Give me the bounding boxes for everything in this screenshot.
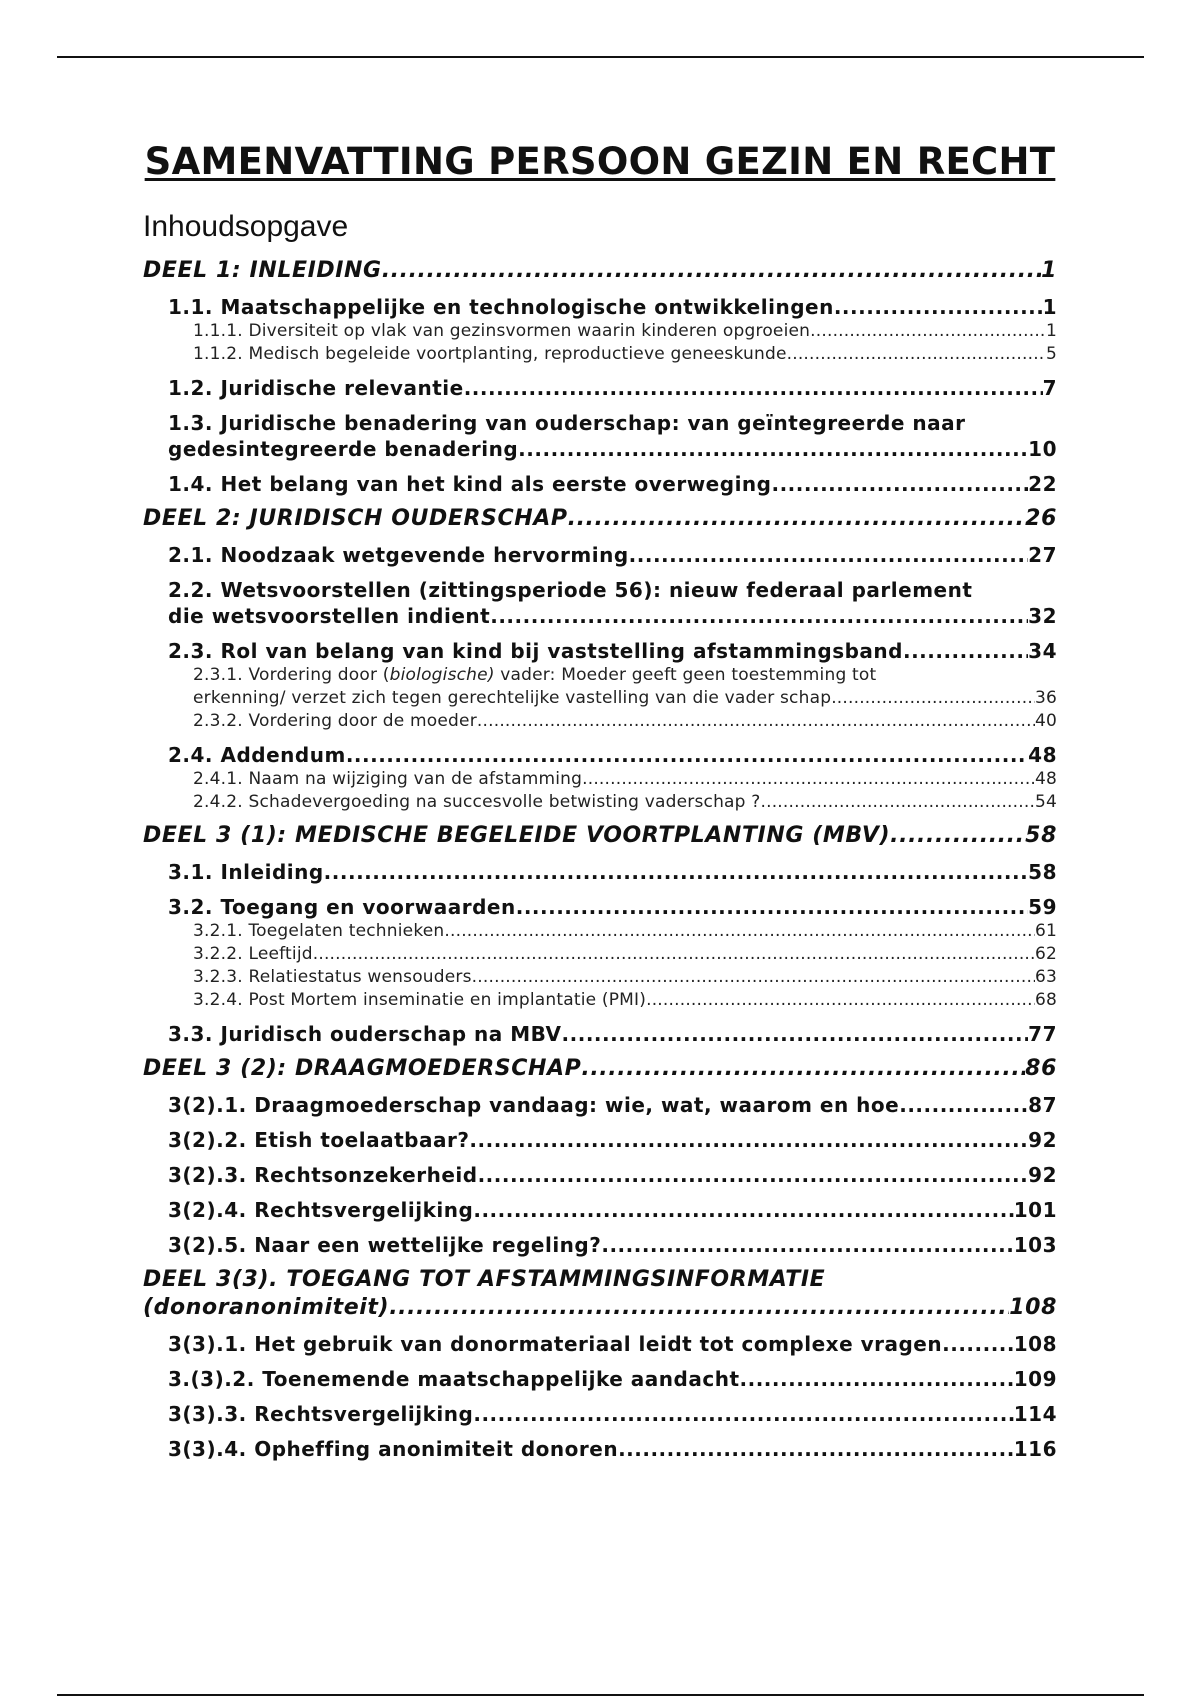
- dot-leader: [516, 894, 1028, 920]
- toc-page-number: 103: [1013, 1233, 1057, 1257]
- document-title: SAMENVATTING PERSOON GEZIN EN RECHT: [144, 140, 1056, 183]
- toc-entry-1-2[interactable]: [168, 375, 1057, 401]
- toc-entry-text: 3.(3).2. Toenemende maatschappelijke aandacht: [168, 1367, 740, 1391]
- toc-entry-text: 2.4.1. Naam na wijziging van de afstamming: [193, 769, 583, 789]
- toc-page-number: 1: [1045, 321, 1057, 341]
- toc-entry-3-2-3-rechtsonzekerheid[interactable]: [168, 1162, 1057, 1188]
- dot-leader: [646, 989, 1035, 1012]
- toc-entry-text: 1.1.1. Diversiteit op vlak van gezinsvormen waarin kinderen opgroeien.: [193, 321, 816, 341]
- toc-entry-2-1[interactable]: [168, 542, 1057, 568]
- toc-entry-deel-2[interactable]: [143, 505, 1057, 533]
- dot-leader: [324, 859, 1028, 885]
- dot-leader: [478, 1162, 1029, 1188]
- toc-entry-3-3-1-donormateriaal[interactable]: [168, 1331, 1057, 1357]
- dot-leader: [472, 966, 1035, 989]
- dot-leader: [771, 471, 1028, 497]
- toc-entry-text-italic: biologische): [389, 665, 495, 685]
- toc-entry-text: DEEL 2: JURIDISCH OUDERSCHAP: [143, 506, 568, 531]
- toc-entry-text: 3(2).3. Rechtsonzekerheid: [168, 1163, 478, 1187]
- dot-leader: [787, 343, 1046, 366]
- toc-entry-text: 2.3.2. Vordering door de moeder: [193, 711, 477, 731]
- toc-entry-deel-3-1[interactable]: [143, 822, 1057, 850]
- toc-entry-text: 3.3. Juridisch ouderschap na MBV: [168, 1022, 562, 1046]
- dot-leader: [582, 768, 1035, 791]
- toc-page-number: 27: [1028, 543, 1057, 567]
- toc-entry-text-cont: erkenning/ verzet zich tegen gerechtelijke vastelling van die vader schap: [193, 688, 832, 708]
- toc-entry-text-cont: die wetsvoorstellen indient: [168, 604, 491, 628]
- toc-page-number: 36: [1034, 688, 1057, 708]
- toc-page-number: 34: [1028, 639, 1057, 663]
- toc-page-number: 1: [1041, 258, 1057, 283]
- toc-entry-text: 3.2.2. Leeftijd: [193, 944, 313, 964]
- dot-leader: [568, 505, 1026, 533]
- toc-entry-3-2-5-regeling[interactable]: [168, 1232, 1057, 1258]
- dot-leader: [382, 257, 1041, 285]
- toc-page-number: 92: [1028, 1163, 1057, 1187]
- toc-entry-2-4-1[interactable]: [193, 768, 1057, 791]
- toc-entry-2-2[interactable]: [168, 577, 1057, 629]
- toc-entry-deel-1[interactable]: [143, 257, 1057, 285]
- toc-entry-text: 1.1.2. Medisch begeleide voortplanting, reproductieve geneeskunde: [193, 344, 787, 364]
- toc-entry-text: 2.4.2. Schadevergoeding na succesvolle betwisting vaderschap ?: [193, 792, 761, 812]
- dot-leader: [581, 1055, 1025, 1083]
- toc-entry-3-3-3-rechtsvergelijking[interactable]: [168, 1401, 1057, 1427]
- dot-leader: [834, 294, 1043, 320]
- toc-page-number: 58: [1025, 823, 1057, 848]
- toc-page-number: 68: [1034, 990, 1057, 1010]
- toc-entry-2-3[interactable]: [168, 638, 1057, 664]
- toc-entry-3-2-4-rechtsvergelijking[interactable]: [168, 1197, 1057, 1223]
- toc-entry-3-1[interactable]: [168, 859, 1057, 885]
- dot-leader: [464, 375, 1043, 401]
- dot-leader: [313, 943, 1035, 966]
- toc-heading: Inhoudsopgave: [143, 210, 349, 243]
- toc-entry-3-2-2[interactable]: [193, 943, 1057, 966]
- toc-entry-text-cont: (donoranonimiteit): [143, 1295, 390, 1320]
- toc-page-number: 58: [1028, 860, 1057, 884]
- toc-entry-3-2-4[interactable]: [193, 989, 1057, 1012]
- header-rule: [57, 56, 1144, 58]
- toc-page-number: 87: [1028, 1093, 1057, 1117]
- table-of-contents: [143, 257, 1057, 1462]
- toc-entry-text: 3.2. Toegang en voorwaarden: [168, 895, 516, 919]
- toc-entry-1-1[interactable]: [168, 294, 1057, 320]
- toc-entry-3-3-2-aandacht[interactable]: [168, 1366, 1057, 1392]
- toc-entry-text: 3(3).1. Het gebruik van donormateriaal leidt tot complexe vragen.: [168, 1332, 951, 1356]
- toc-page-number: 108: [1013, 1332, 1057, 1356]
- toc-entry-3-2-3[interactable]: [193, 966, 1057, 989]
- toc-entry-2-3-2[interactable]: [193, 710, 1057, 733]
- toc-entry-text: 3(3).4. Opheffing anonimiteit donoren: [168, 1437, 619, 1461]
- toc-entry-text: 2.4. Addendum: [168, 743, 346, 767]
- dot-leader: [760, 791, 1034, 814]
- toc-page-number: 114: [1013, 1402, 1057, 1426]
- toc-entry-1-4[interactable]: [168, 471, 1057, 497]
- toc-entry-text: DEEL 1: INLEIDING: [143, 258, 382, 283]
- dot-leader: [629, 542, 1029, 568]
- dot-leader: [899, 1092, 1028, 1118]
- dot-leader: [469, 1127, 1028, 1153]
- toc-entry-text: 1.2. Juridische relevantie: [168, 376, 464, 400]
- dot-leader: [518, 436, 1028, 462]
- footer-rule: [57, 1694, 1144, 1696]
- toc-page-number: 62: [1034, 944, 1057, 964]
- toc-page-number: 101: [1013, 1198, 1057, 1222]
- dot-leader: [473, 1197, 1013, 1223]
- toc-entry-3-3[interactable]: [168, 1021, 1057, 1047]
- toc-entry-text: 1.4. Het belang van het kind als eerste overweging: [168, 472, 772, 496]
- toc-entry-text: 2.1. Noodzaak wetgevende hervorming: [168, 543, 629, 567]
- toc-page-number: 48: [1028, 743, 1057, 767]
- toc-entry-1-1-1[interactable]: [193, 320, 1057, 343]
- dot-leader: [950, 1331, 1014, 1357]
- dot-leader: [831, 687, 1035, 710]
- toc-entry-3-2-2-etisch[interactable]: [168, 1127, 1057, 1153]
- toc-entry-text: 3(2).5. Naar een wettelijke regeling?: [168, 1233, 602, 1257]
- toc-entry-2-4-2[interactable]: [193, 791, 1057, 814]
- toc-page-number: 48: [1034, 769, 1057, 789]
- toc-page-number: 10: [1028, 437, 1057, 461]
- toc-entry-text: DEEL 3 (1): MEDISCHE BEGELEIDE VOORTPLANTING (MBV): [143, 823, 891, 848]
- toc-entry-text: 2.3. Rol van belang van kind bij vaststelling afstammingsband: [168, 639, 903, 663]
- toc-entry-3-2-1[interactable]: [193, 920, 1057, 943]
- toc-entry-2-3-1[interactable]: [193, 664, 1057, 710]
- toc-entry-deel-3-2[interactable]: [143, 1055, 1057, 1083]
- toc-entry-1-1-2[interactable]: [193, 343, 1057, 366]
- toc-page-number: 109: [1013, 1367, 1057, 1391]
- toc-entry-3-3-4-anonimiteit[interactable]: [168, 1436, 1057, 1462]
- dot-leader: [890, 822, 1025, 850]
- toc-entry-text: 3.2.4. Post Mortem inseminatie en implantatie (PMI): [193, 990, 647, 1010]
- toc-entry-text: 2.2. Wetsvoorstellen (zittingsperiode 56): nieuw federaal parlement: [168, 578, 973, 602]
- toc-page-number: 86: [1025, 1056, 1057, 1081]
- toc-page-number: 5: [1045, 344, 1057, 364]
- toc-page-number: 92: [1028, 1128, 1057, 1152]
- dot-leader: [490, 603, 1028, 629]
- dot-leader: [444, 920, 1035, 943]
- toc-page-number: 108: [1009, 1295, 1057, 1320]
- toc-entry-text: 1.1. Maatschappelijke en technologische ontwikkelingen: [168, 295, 834, 319]
- toc-entry-deel-3-3[interactable]: [143, 1266, 1057, 1322]
- toc-page-number: 61: [1034, 921, 1057, 941]
- dot-leader: [473, 1401, 1013, 1427]
- dot-leader: [601, 1232, 1013, 1258]
- toc-entry-text-cont: gedesintegreerde benadering: [168, 437, 519, 461]
- dot-leader: [740, 1366, 1014, 1392]
- toc-page-number: 63: [1034, 967, 1057, 987]
- toc-entry-text: 3.2.1. Toegelaten technieken: [193, 921, 445, 941]
- toc-page-number: 54: [1034, 792, 1057, 812]
- toc-page-number: 26: [1025, 506, 1057, 531]
- dot-leader: [346, 742, 1028, 768]
- toc-entry-text: 3.2.3. Relatiestatus wensouders: [193, 967, 472, 987]
- toc-entry-text: 3(2).4. Rechtsvergelijking: [168, 1198, 474, 1222]
- toc-entry-text: 1.3. Juridische benadering van ouderschap: van geïntegreerde naar: [168, 411, 966, 435]
- toc-entry-3-2-1-draag[interactable]: [168, 1092, 1057, 1118]
- toc-entry-text: 3(2).1. Draagmoederschap vandaag: wie, wat, waarom en hoe: [168, 1093, 900, 1117]
- toc-page-number: 116: [1013, 1437, 1057, 1461]
- dot-leader: [477, 710, 1035, 733]
- toc-page-number: 22: [1028, 472, 1057, 496]
- toc-page-number: 7: [1042, 376, 1057, 400]
- toc-entry-1-3[interactable]: [168, 410, 1057, 462]
- toc-page-number: 40: [1034, 711, 1057, 731]
- dot-leader: [618, 1436, 1014, 1462]
- toc-entry-text: 3.1. Inleiding: [168, 860, 324, 884]
- toc-entry-text: 3(2).2. Etish toelaatbaar?: [168, 1128, 470, 1152]
- toc-page-number: 77: [1028, 1022, 1057, 1046]
- toc-entry-text: 2.3.1. Vordering door (: [193, 665, 390, 685]
- toc-entry-3-2[interactable]: [168, 894, 1057, 920]
- dot-leader: [903, 638, 1028, 664]
- toc-page-number: 59: [1028, 895, 1057, 919]
- toc-entry-text-suffix: vader: Moeder geeft geen toestemming tot: [494, 665, 877, 685]
- toc-entry-2-4[interactable]: [168, 742, 1057, 768]
- toc-entry-text: 3(3).3. Rechtsvergelijking: [168, 1402, 474, 1426]
- toc-page-number: 32: [1028, 604, 1057, 628]
- toc-page-number: 1: [1042, 295, 1057, 319]
- dot-leader: [562, 1021, 1029, 1047]
- dot-leader: [389, 1294, 1009, 1322]
- toc-entry-text: DEEL 3 (2): DRAAGMOEDERSCHAP: [143, 1056, 582, 1081]
- toc-entry-text: DEEL 3(3). TOEGANG TOT AFSTAMMINGSINFORMATIE: [143, 1267, 826, 1292]
- dot-leader: [816, 320, 1046, 343]
